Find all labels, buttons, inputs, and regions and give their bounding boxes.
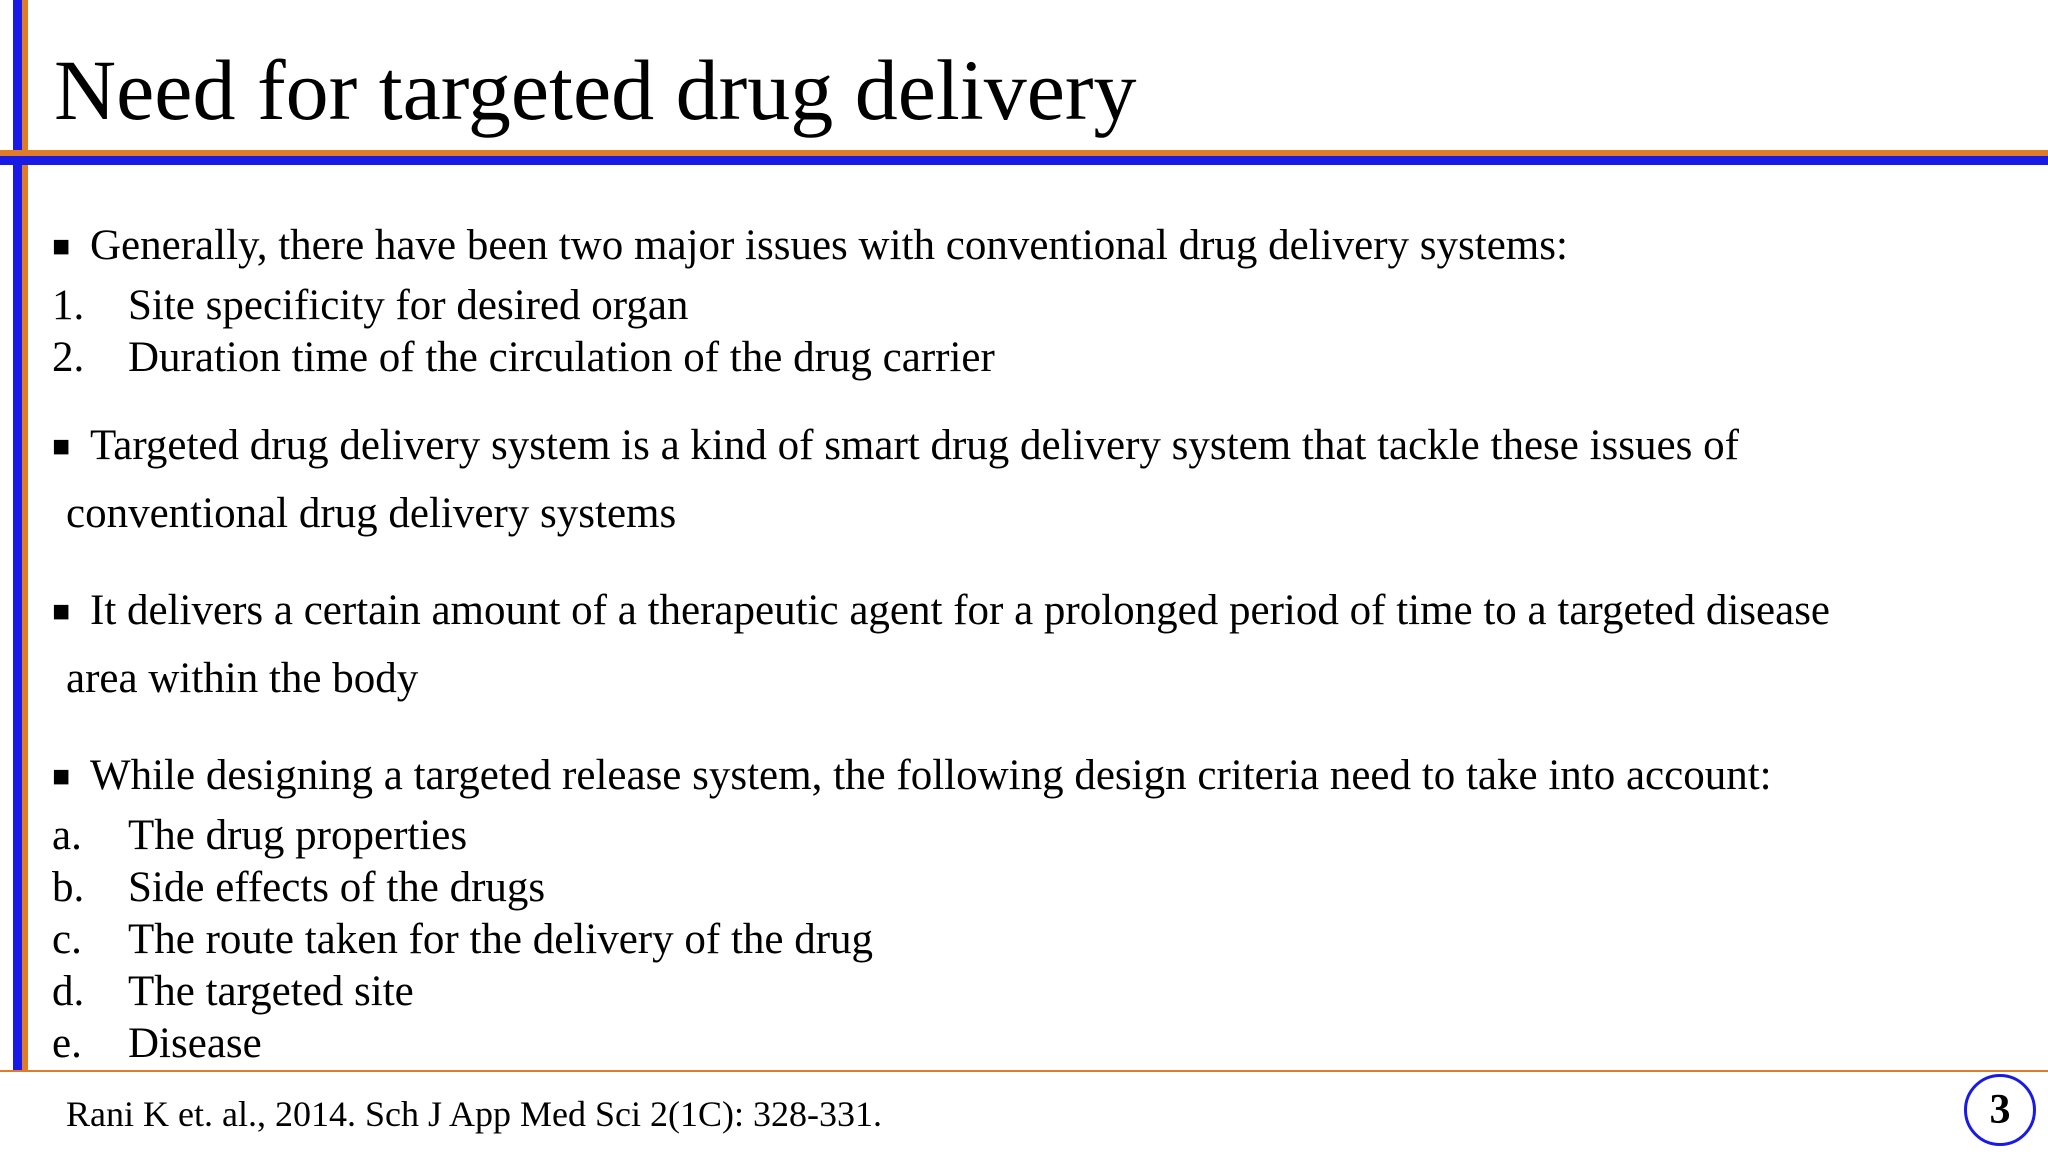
bullet-4 — [52, 742, 2032, 810]
bullet-1-text: Generally, there have been two major issues with conventional drug delivery systems: — [90, 222, 1568, 269]
square-bullet-icon: ■ — [52, 760, 71, 793]
bullet-2-text: Targeted drug delivery system is a kind of smart drug delivery system that tackle these issues of — [90, 422, 1739, 469]
bullet-1 — [52, 212, 2032, 280]
issues-list — [52, 280, 2032, 384]
square-bullet-icon: ■ — [52, 430, 71, 463]
list-item — [52, 862, 2032, 914]
list-item — [52, 810, 2032, 862]
bullet-2-continuation: conventional drug delivery systems — [66, 490, 677, 537]
bullet-4-text: While designing a targeted release system, the following design criteria need to take into account: — [90, 752, 1772, 799]
list-item-text: Side effects of the drugs — [128, 864, 546, 911]
list-marker: 2. — [52, 334, 85, 381]
criteria-list — [52, 810, 2032, 1070]
list-item-text: The route taken for the delivery of the drug — [128, 916, 874, 963]
list-item-text: Disease — [128, 1020, 262, 1067]
square-bullet-icon: ■ — [52, 230, 71, 263]
list-item-text: Duration time of the circulation of the drug carrier — [128, 334, 995, 381]
list-item-text: The targeted site — [128, 968, 414, 1015]
list-marker: b. — [52, 864, 85, 911]
list-marker: d. — [52, 968, 85, 1015]
list-item-text: The drug properties — [128, 812, 468, 859]
citation: Rani K et. al., 2014. Sch J App Med Sci 2(1C): 328-331. — [66, 1094, 882, 1134]
square-bullet-icon: ■ — [52, 595, 71, 628]
header-blue-rule — [0, 156, 2048, 165]
bullet-2 — [52, 412, 2032, 547]
slide-body — [52, 212, 2032, 1070]
list-item — [52, 966, 2032, 1018]
list-marker: c. — [52, 916, 82, 963]
slide-title: Need for targeted drug delivery — [54, 42, 1137, 138]
list-item — [52, 332, 2032, 384]
bullet-3-continuation: area within the body — [66, 655, 419, 702]
bullet-3-text: It delivers a certain amount of a therapeutic agent for a prolonged period of time to a targeted disease — [90, 587, 1831, 634]
list-item-text: Site specificity for desired organ — [128, 282, 689, 329]
footer-rule — [0, 1070, 2048, 1072]
list-marker: e. — [52, 1020, 82, 1067]
page-number-badge: 3 — [1964, 1074, 2036, 1146]
list-marker: a. — [52, 812, 82, 859]
list-item — [52, 914, 2032, 966]
list-item — [52, 280, 2032, 332]
list-item — [52, 1018, 2032, 1070]
bullet-3 — [52, 577, 2032, 712]
list-marker: 1. — [52, 282, 85, 329]
